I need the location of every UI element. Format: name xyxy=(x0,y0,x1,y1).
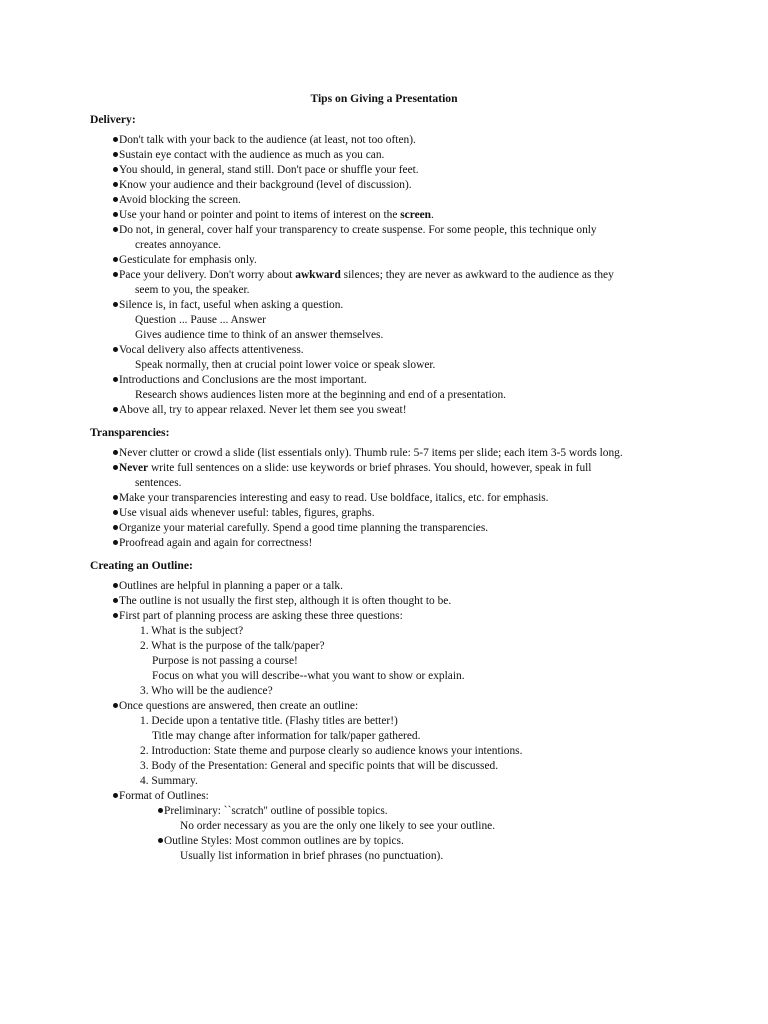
bullet-icon xyxy=(113,182,118,187)
list-item: Above all, try to appear relaxed. Never let them see you sweat! xyxy=(113,403,693,418)
bullet-icon xyxy=(113,793,118,798)
format-item: Preliminary: ``scratch'' outline of possible topics. xyxy=(113,804,693,819)
document-title: Tips on Giving a Presentation xyxy=(310,92,458,105)
delivery-heading: Delivery: xyxy=(90,113,136,126)
list-item: Outlines are helpful in planning a paper or a talk. xyxy=(113,579,693,594)
bullet-icon xyxy=(113,227,118,232)
bullet-icon xyxy=(113,272,118,277)
question-item: 1. What is the subject? xyxy=(140,625,244,637)
list-item: Sustain eye contact with the audience as much as you can. xyxy=(113,148,693,163)
bullet-icon xyxy=(113,167,118,172)
format-note: Usually list information in brief phrases (no punctuation). xyxy=(180,850,444,862)
format-item: Outline Styles: Most common outlines are by topics. xyxy=(113,834,693,849)
bullet-icon xyxy=(158,838,163,843)
question-item: 2. What is the purpose of the talk/paper? xyxy=(140,640,325,652)
list-item: Use your hand or pointer and point to items of interest on the screen. xyxy=(113,208,693,223)
list-item: Never write full sentences on a slide: use keywords or brief phrases. You should, however, speak in full sentences. xyxy=(113,461,693,491)
bullet-icon xyxy=(113,510,118,515)
list-item: Vocal delivery also affects attentiveness. Speak normally, then at crucial point lower voice or speak slower. xyxy=(113,343,693,373)
bullet-icon xyxy=(113,347,118,352)
step-note: Title may change after information for talk/paper gathered. xyxy=(152,730,421,742)
step-item: 1. Decide upon a tentative title. (Flashy titles are better!) xyxy=(140,715,398,727)
transparencies-list xyxy=(113,446,693,551)
bullet-icon xyxy=(113,495,118,500)
bullet-icon xyxy=(113,377,118,382)
bullet-icon xyxy=(113,525,118,530)
transparencies-heading: Transparencies: xyxy=(90,426,170,439)
list-item: Introductions and Conclusions are the most important. Research shows audiences listen more at the beginning and end of a presentation. xyxy=(113,373,693,403)
list-item: Make your transparencies interesting and easy to read. Use boldface, italics, etc. for emphasis. xyxy=(113,491,693,506)
list-item: Once questions are answered, then create an outline: 1. Decide upon a tentative title. (Flashy titles are better!) Title may change after information for talk/paper gathered. 2. Introduction: State theme and purpose clearly so audience knows your intentions. 3. Body of the Presentation: General and specific points that will be discussed. 4. Summary. xyxy=(113,699,693,789)
list-item: Never clutter or crowd a slide (list essentials only). Thumb rule: 5-7 items per slide; each item 3-5 words long. xyxy=(113,446,693,461)
format-note: No order necessary as you are the only one likely to see your outline. xyxy=(180,820,496,832)
question-note: Focus on what you will describe--what you want to show or explain. xyxy=(152,670,465,682)
bullet-icon xyxy=(113,613,118,618)
bullet-icon xyxy=(113,450,118,455)
question-item: 3. Who will be the audience? xyxy=(140,685,273,697)
bullet-icon xyxy=(113,540,118,545)
list-item: Know your audience and their background (level of discussion). xyxy=(113,178,693,193)
step-item: 3. Body of the Presentation: General and specific points that will be discussed. xyxy=(140,760,499,772)
list-item: Gesticulate for emphasis only. xyxy=(113,253,693,268)
list-item: Avoid blocking the screen. xyxy=(113,193,693,208)
step-item: 4. Summary. xyxy=(140,775,198,787)
list-item: The outline is not usually the first step, although it is often thought to be. xyxy=(113,594,693,609)
delivery-list xyxy=(113,133,693,418)
bullet-icon xyxy=(113,465,118,470)
bullet-icon xyxy=(113,598,118,603)
list-item: Organize your material carefully. Spend a good time planning the transparencies. xyxy=(113,521,693,536)
step-item: 2. Introduction: State theme and purpose clearly so audience knows your intentions. xyxy=(140,745,523,757)
list-item: Pace your delivery. Don't worry about awkward silences; they are never as awkward to the audience as they seem to you, the speaker. xyxy=(113,268,693,298)
bullet-icon xyxy=(113,137,118,142)
list-item: You should, in general, stand still. Don't pace or shuffle your feet. xyxy=(113,163,693,178)
list-item: Silence is, in fact, useful when asking a question. Question ... Pause ... Answer Gives audience time to think of an answer themselves. xyxy=(113,298,693,343)
outline-list xyxy=(113,579,693,864)
list-item: Use visual aids whenever useful: tables, figures, graphs. xyxy=(113,506,693,521)
bullet-icon xyxy=(113,152,118,157)
bullet-icon xyxy=(113,212,118,217)
bullet-icon xyxy=(113,703,118,708)
bullet-icon xyxy=(113,257,118,262)
list-item: Do not, in general, cover half your transparency to create suspense. For some people, this technique only creates annoyance. xyxy=(113,223,693,253)
list-item: Format of Outlines: Preliminary: ``scratch'' outline of possible topics. No order necessary as you are the only one likely to see your outline. Outline Styles: Most common outlines are by topics. Usually list information in brief phrases (no punctuation). xyxy=(113,789,693,864)
bullet-icon xyxy=(113,407,118,412)
bullet-icon xyxy=(158,808,163,813)
list-item: Don't talk with your back to the audience (at least, not too often). xyxy=(113,133,693,148)
bullet-icon xyxy=(113,583,118,588)
question-note: Purpose is not passing a course! xyxy=(152,655,298,667)
bullet-icon xyxy=(113,197,118,202)
outline-heading: Creating an Outline: xyxy=(90,559,193,572)
list-item: Proofread again and again for correctness! xyxy=(113,536,693,551)
bullet-icon xyxy=(113,302,118,307)
list-item: First part of planning process are asking these three questions: 1. What is the subject? 2. What is the purpose of the talk/paper? Purpose is not passing a course! Focus on what you will describe--what you want to show or explain. 3. Who will be the audience? xyxy=(113,609,693,699)
